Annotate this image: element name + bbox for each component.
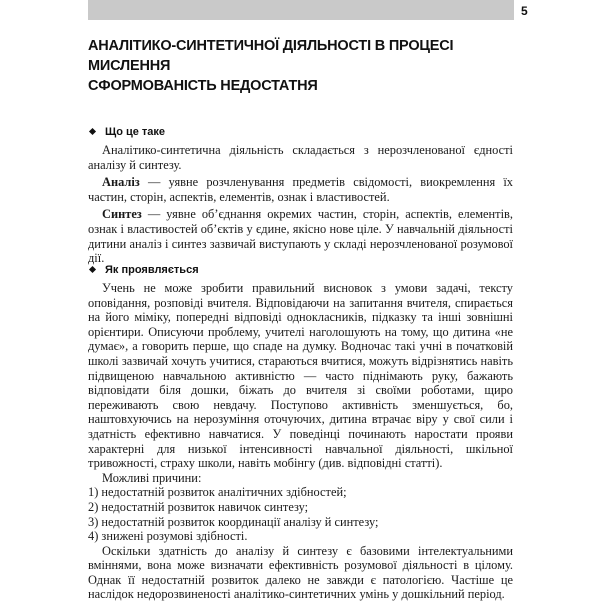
- paragraph: Учень не може зробити правильний висновок з умови задачі, тексту оповідання, розповіді вчителя. Відповідаючи на запитання вчителя, спирається на його міміку, попередні відповіді однокласників, підказку та інші зовнішні орієнтири. Описуючи проблему, учителі наголошують на тому, що дитина «не думає», а говорить перше, що спаде на думку. Водночас такі учні в початковій школі зазвичай хочуть учитися, стараються вчитися, можуть відрізнятись навіть підвищеною навчальною активністю — часто піднімають руку, бажають відповідати біля дошки, біжать до вчителя зі своїми роботами, щиро переживають свою невдачу. Поступово активність зменшується, бо, наштовхуючись на нерозуміння оточуючих, дитина втрачає віру у свої сили і здатність ефективно навчатися. У поведінці починають наростати прояви характерні для низької інтенсивності навчальної діяльності, шкільної тривожності, страху школи, навіть мобінгу (див. відповідні статті).: [88, 281, 513, 471]
- section-heading-text: Як проявляється: [105, 264, 199, 276]
- chapter-title-line-2: СФОРМОВАНІСТЬ НЕДОСТАТНЯ: [88, 78, 318, 94]
- diamond-bullet-icon: [89, 128, 96, 135]
- list-item: 3) недостатній розвиток координації аналізу й синтезу;: [88, 514, 379, 529]
- list-item: 2) недостатній розвиток навичок синтезу;: [88, 499, 309, 514]
- section-heading-text: Що це таке: [105, 126, 166, 138]
- paragraph: Оскільки здатність до аналізу й синтезу є базовими інтелектуальними вміннями, вона може визначати ефективність розумової діяльності в цілому. Однак її недостатній розвиток далеко не завжди є патологією. Частіше це наслідок недорозвиненості аналітико-синтетичних умінь у дошкільний період.: [88, 543, 513, 602]
- running-header-bar: [88, 0, 514, 20]
- page-number: 5: [521, 4, 528, 18]
- list-item: 1) недостатній розвиток аналітичних здібностей;: [88, 485, 347, 500]
- section-heading-how-it-manifests: [88, 264, 199, 276]
- section-body-how-it-manifests: [88, 281, 513, 602]
- term-synthesis: Синтез: [102, 207, 142, 222]
- paragraph-analysis-definition: [88, 175, 513, 204]
- definition-text: — уявне розчленування предметів свідомості, виокремлення їх частин, сторін, аспектів, елементів, ознак і властивостей.: [88, 175, 513, 204]
- chapter-title: [88, 36, 518, 96]
- list-item: 4) знижені розумові здібності.: [88, 529, 248, 544]
- causes-list: [88, 485, 513, 543]
- section-heading-what-it-is: [88, 126, 165, 138]
- section-body-what-it-is: [88, 143, 513, 266]
- paragraph: Аналітико-синтетична діяльність складається з нерозчленованої єдності аналізу й синтезу.: [88, 143, 513, 172]
- paragraph-causes-intro: Можливі причини:: [102, 470, 202, 485]
- chapter-title-line-1: АНАЛІТИКО-СИНТЕТИЧНОЇ ДІЯЛЬНОСТІ В ПРОЦЕСІ МИСЛЕННЯ: [88, 38, 454, 74]
- definition-text: — уявне об’єднання окремих частин, сторін, аспектів, елементів, ознак і властивостей об’єктів у єдине, якісно нове ціле. У навчальній діяльності дитини аналіз і синтез зазвичай виступають у складі нерозчленованої розумової дії.: [88, 207, 513, 266]
- diamond-bullet-icon: [89, 266, 96, 273]
- paragraph-synthesis-definition: [88, 207, 513, 265]
- term-analysis: Аналіз: [102, 175, 140, 190]
